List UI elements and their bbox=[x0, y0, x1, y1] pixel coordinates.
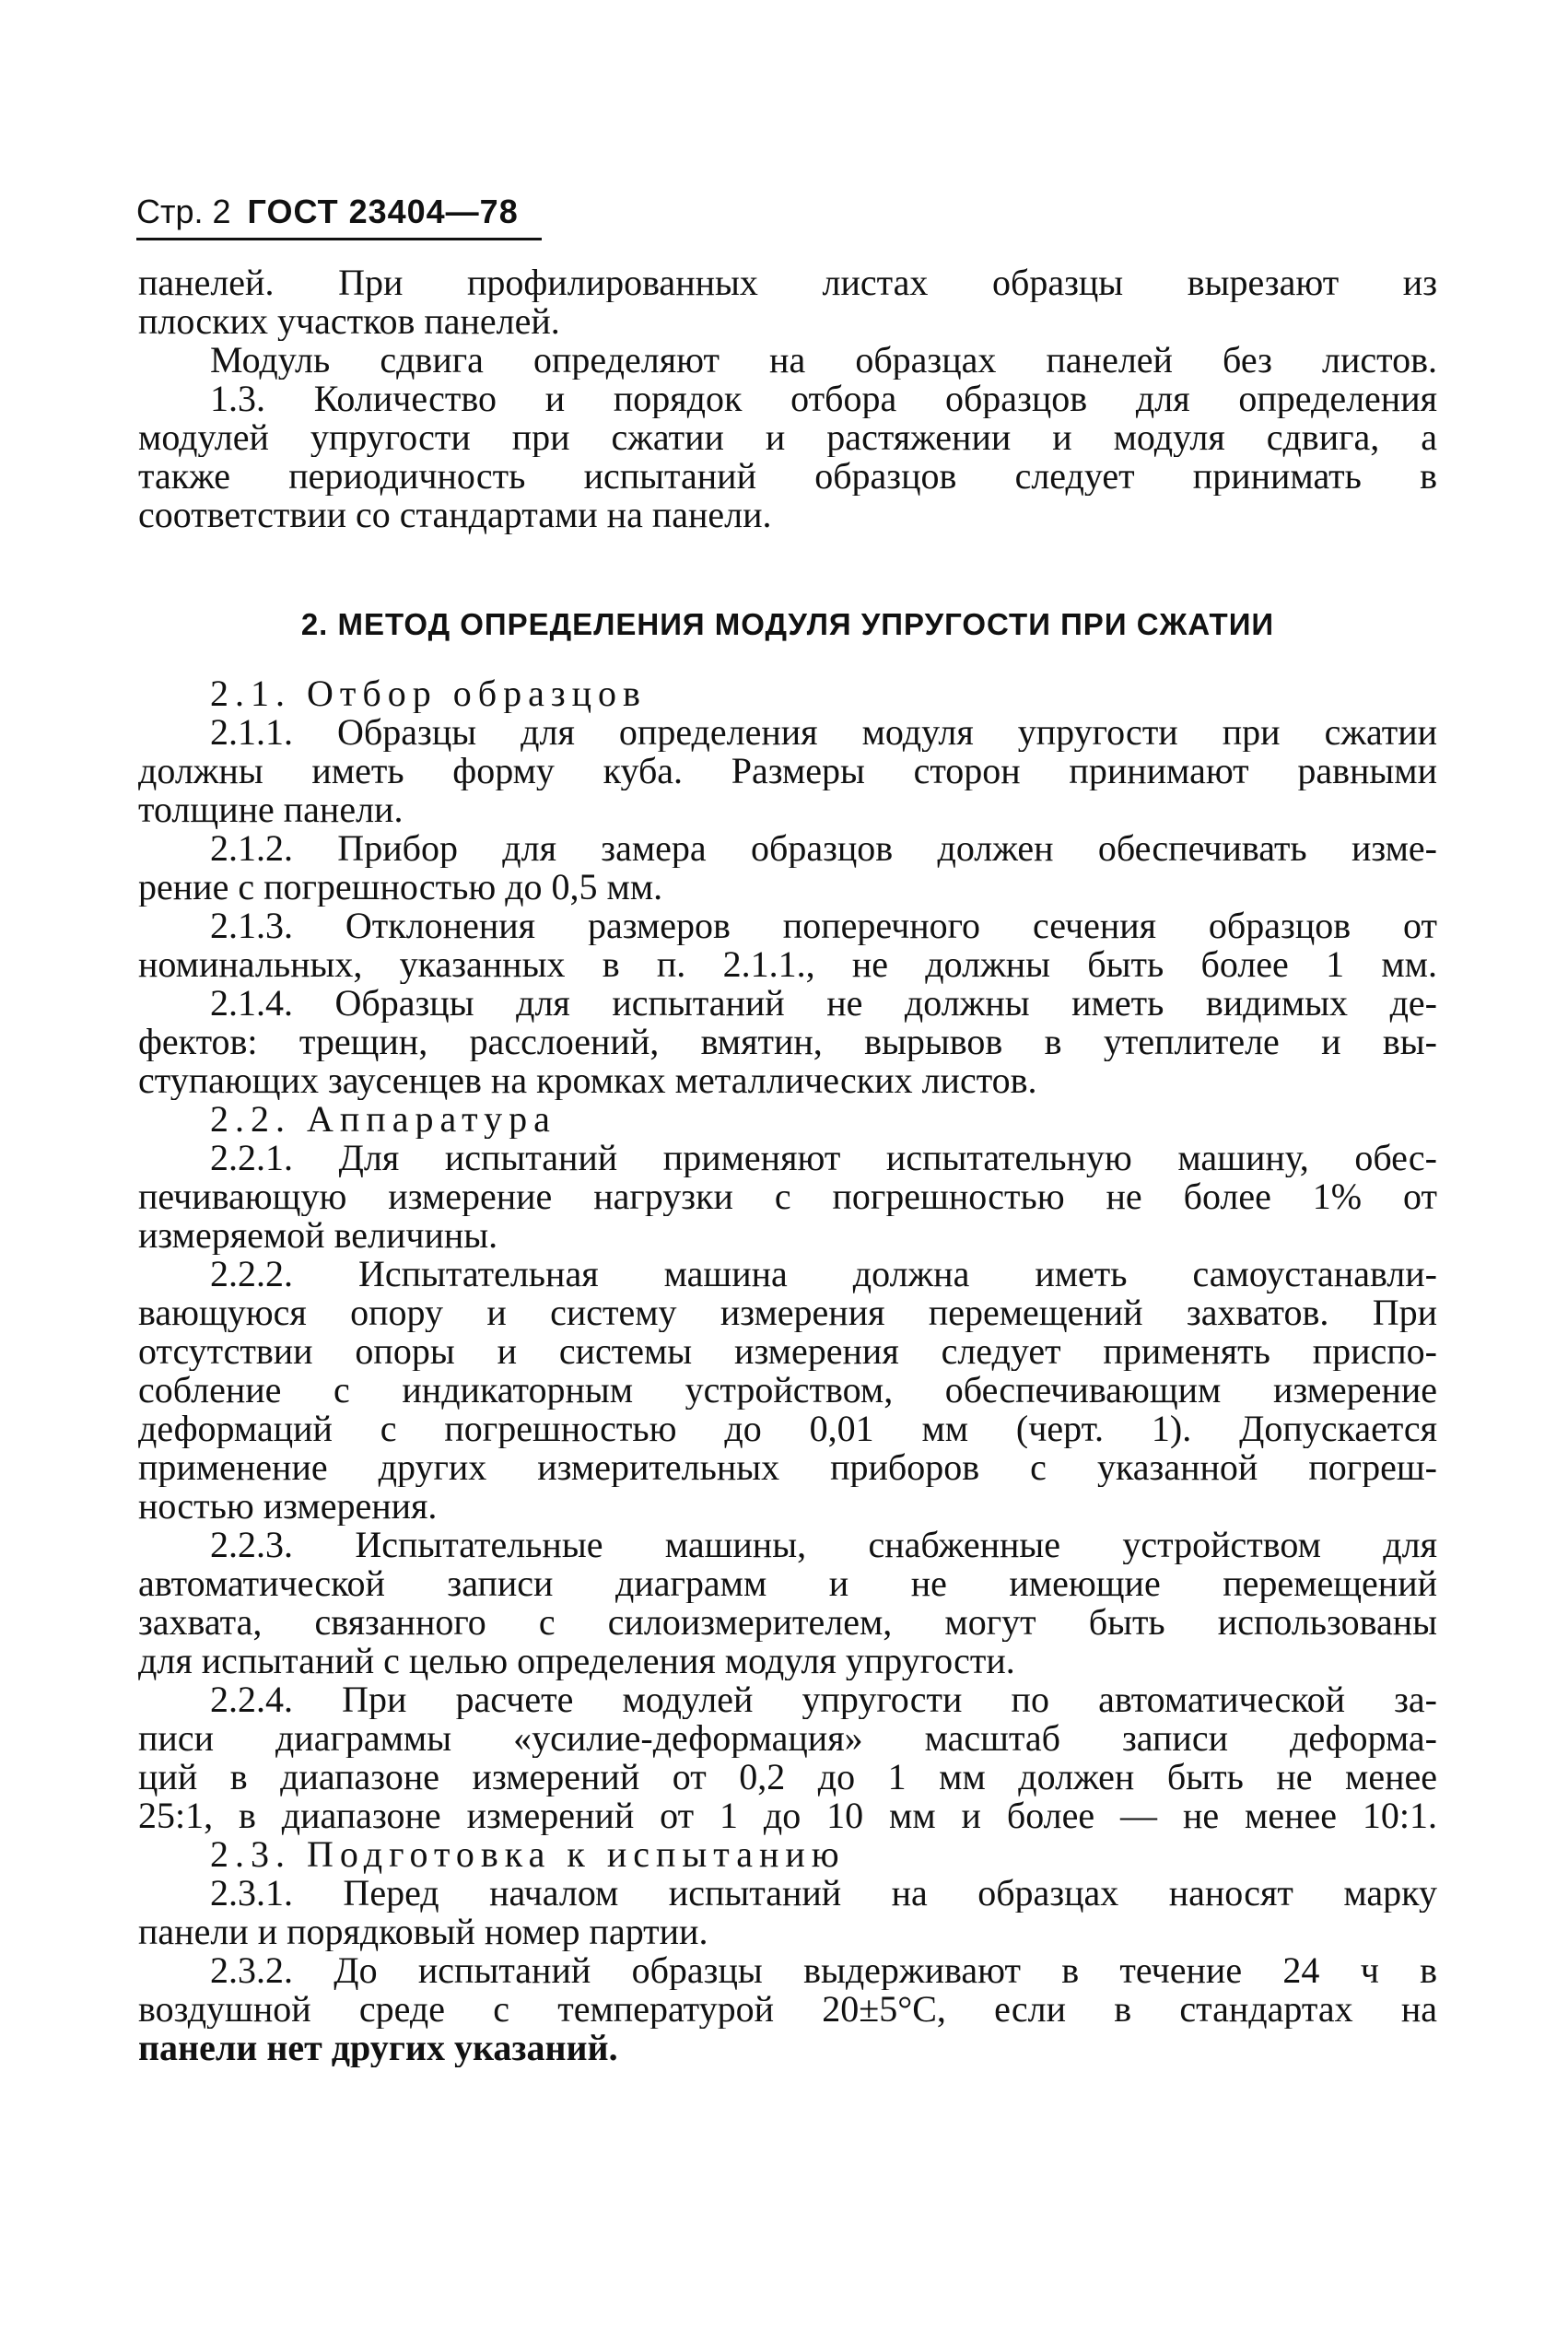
text-line: панели нет других указаний. bbox=[138, 2029, 618, 2067]
text-line: модулей упругости при сжатии и растяжении и модуля сдвига, а bbox=[138, 418, 1437, 457]
text-line: 2.2.1. Для испытаний применяют испытательную машину, обес- bbox=[210, 1139, 1437, 1177]
text-line: толщине панели. bbox=[138, 790, 404, 829]
text-line: ций в диапазоне измерений от 0,2 до 1 мм должен быть не менее bbox=[138, 1758, 1437, 1796]
text-line: отсутствии опоры и системы измерения следует применять приспо- bbox=[138, 1332, 1437, 1371]
text-line: 1.3. Количество и порядок отбора образцов для определения bbox=[210, 380, 1437, 418]
section-body bbox=[138, 674, 1437, 2067]
text-line: 2.1.4. Образцы для испытаний не должны иметь видимых де- bbox=[210, 984, 1437, 1023]
text-line: должны иметь форму куба. Размеры сторон принимают равными bbox=[138, 752, 1437, 790]
text-line: писи диаграммы «усилие-деформация» масштаб записи деформа- bbox=[138, 1719, 1437, 1758]
text-line: воздушной среде с температурой 20±5°С, если в стандартах на bbox=[138, 1990, 1437, 2029]
text-line: 2.2.3. Испытательные машины, снабженные устройством для bbox=[210, 1526, 1437, 1564]
section-heading: 2. МЕТОД ОПРЕДЕЛЕНИЯ МОДУЛЯ УПРУГОСТИ ПРИ СЖАТИИ bbox=[300, 607, 1275, 641]
text-line: плоских участков панелей. bbox=[138, 302, 560, 341]
text-line: применение других измерительных приборов с указанной погреш- bbox=[138, 1448, 1437, 1487]
text-line: вающуюся опору и систему измерения перемещений захватов. При bbox=[138, 1293, 1437, 1332]
text-line: печивающую измерение нагрузки с погрешностью не более 1% от bbox=[138, 1177, 1437, 1216]
text-line: рение с погрешностью до 0,5 мм. bbox=[138, 868, 663, 907]
text-line: 2.2.2. Испытательная машина должна иметь самоустанавли- bbox=[210, 1255, 1437, 1293]
text-line: Модуль сдвига определяют на образцах панелей без листов. bbox=[210, 341, 1437, 380]
text-line: для испытаний с целью определения модуля упругости. bbox=[138, 1642, 1015, 1680]
standard-code: ГОСТ 23404—78 bbox=[247, 193, 519, 230]
intro-text bbox=[138, 263, 1437, 534]
text-line: деформаций с погрешностью до 0,01 мм (черт. 1). Допускается bbox=[138, 1410, 1437, 1448]
text-line: 25:1, в диапазоне измерений от 1 до 10 мм и более — не менее 10:1. bbox=[138, 1796, 1437, 1835]
text-line: захвата, связанного с силоизмерителем, могут быть использованы bbox=[138, 1603, 1437, 1642]
text-line: 2.3.1. Перед началом испытаний на образцах наносят марку bbox=[210, 1874, 1437, 1913]
text-line: панелей. При профилированных листах образцы вырезают из bbox=[138, 263, 1437, 302]
text-line: также периодичность испытаний образцов следует принимать в bbox=[138, 457, 1437, 496]
text-line: измеряемой величины. bbox=[138, 1216, 498, 1255]
text-line: 2.1.1. Образцы для определения модуля упругости при сжатии bbox=[210, 713, 1437, 752]
page-number: Стр. 2 bbox=[136, 193, 231, 230]
text-line: автоматической записи диаграмм и не имеющие перемещений bbox=[138, 1564, 1437, 1603]
subsection-heading: 2.3. Подготовка к испытанию bbox=[210, 1835, 846, 1874]
page-header bbox=[136, 192, 542, 232]
text-line: соответствии со стандартами на панели. bbox=[138, 496, 772, 534]
text-line: 2.2.4. При расчете модулей упругости по автоматической за- bbox=[210, 1680, 1437, 1719]
header-underline bbox=[136, 238, 542, 240]
text-line: собление с индикаторным устройством, обеспечивающим измерение bbox=[138, 1371, 1437, 1410]
text-line: ступающих заусенцев на кромках металлических листов. bbox=[138, 1061, 1037, 1100]
text-line: 2.3.2. До испытаний образцы выдерживают в течение 24 ч в bbox=[210, 1951, 1437, 1990]
text-line: 2.1.3. Отклонения размеров поперечного сечения образцов от bbox=[210, 907, 1437, 945]
text-line: номинальных, указанных в п. 2.1.1., не должны быть более 1 мм. bbox=[138, 945, 1437, 984]
subsection-heading: 2.2. Аппаратура bbox=[210, 1100, 556, 1139]
text-line: фектов: трещин, расслоений, вмятин, вырывов в утеплителе и вы- bbox=[138, 1023, 1437, 1061]
text-line: ностью измерения. bbox=[138, 1487, 438, 1526]
text-line: панели и порядковый номер партии. bbox=[138, 1913, 708, 1951]
text-line: 2.1.2. Прибор для замера образцов должен обеспечивать изме- bbox=[210, 829, 1437, 868]
subsection-heading: 2.1. Отбор образцов bbox=[210, 674, 647, 713]
